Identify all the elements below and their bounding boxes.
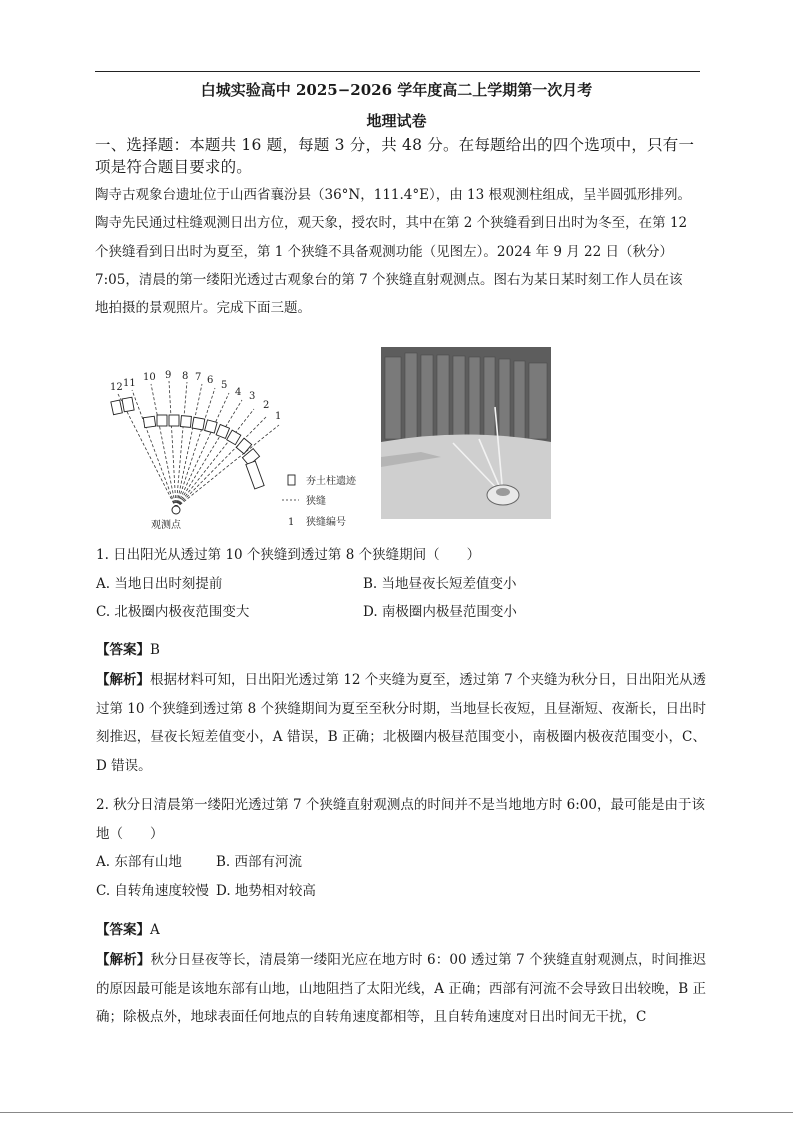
passage-line: 个狭缝看到日出时为夏至，第 1 个狭缝不具备观测功能（见图左）。2024 年 9 月 22 日（秋分） — [95, 243, 674, 260]
slit-number: 8 — [182, 371, 189, 382]
pillar — [227, 430, 241, 445]
option-b[interactable]: B. 西部有河流 — [216, 854, 303, 870]
slit-number: 4 — [235, 387, 242, 398]
section-instructions: 一、选择题：本题共 16 题，每题 3 分，共 48 分。在每题给出的四个选项中，只有一项是符合题目要求的。 — [95, 136, 695, 176]
reading-passage — [95, 181, 705, 322]
slit-number: 6 — [207, 375, 214, 386]
option-c[interactable]: C. 北极圈内极夜范围变大 — [96, 604, 250, 620]
observatory-diagram — [96, 358, 371, 533]
question-stem: 1. 日出阳光从透过第 10 个狭缝到透过第 8 个狭缝期间（ ） — [96, 547, 481, 563]
answer-label: 【答案】 — [96, 642, 150, 658]
pillar — [192, 417, 205, 430]
answer-value: A — [150, 922, 160, 938]
observation-point-label: 观测点 — [151, 520, 181, 531]
option-b[interactable]: B. 当地昼夜长短差值变小 — [363, 575, 517, 592]
slit-number: 7 — [195, 372, 202, 383]
analysis-label: 【解析】 — [96, 672, 151, 688]
answer-1 — [96, 636, 706, 665]
option-a[interactable]: A. 东部有山地 — [96, 854, 182, 870]
slit-line — [132, 390, 176, 508]
exam-title: 白城实验高中 2025−2026 学年度高二上学期第一次月考 — [200, 81, 593, 99]
option-list — [96, 848, 706, 905]
slit-number: 5 — [221, 380, 228, 391]
slit-line — [176, 382, 187, 508]
landscape-photo — [381, 347, 551, 519]
slit-number: 11 — [123, 378, 136, 389]
analysis-text: 根据材料可知，日出阳光透过第 12 个夹缝为夏至，透过第 7 个夹缝为秋分日，日出阳光从透过第 10 个狭缝到透过第 8 个狭缝期间为夏至至秋分时期，当地昼长夜短，且昼渐短、夜渐长，日出时刻推迟，昼夜长短差值变小，A 错误，B 正确；北极圈内极昼范围变小，南极圈内极夜范围变小，C、D 错误。 — [96, 672, 707, 774]
question-stem: 2. 秋分日清晨第一缕阳光透过第 7 个狭缝直射观测点的时间并不是当地地方时 6:00，最可能是由于该地（ ） — [96, 797, 705, 842]
slit-line — [176, 393, 229, 508]
analysis-text: 秋分日昼夜等长，清晨第一缕阳光应在地方时 6：00 透过第 7 个狭缝直射观测点，时间推迟的原因最可能是该地东部有山地，山地阻挡了太阳光线，A 正确；西部有河流不会导致日出较晚，B 正确；除极点外，地球表面任何地点的自转角速度都相等，且自转角速度对日出时间无干扰，C — [96, 952, 707, 1025]
answer-label: 【答案】 — [96, 922, 150, 938]
pillar — [143, 416, 155, 427]
legend-pillar-symbol — [288, 475, 295, 485]
question-1 — [96, 541, 706, 627]
slit-number: 12 — [110, 382, 123, 393]
legend — [282, 474, 357, 528]
answer-2 — [96, 916, 706, 945]
observation-point-marker — [172, 506, 180, 514]
slit-number: 9 — [165, 370, 172, 381]
exam-subtitle: 地理试卷 — [366, 112, 427, 130]
pillar — [246, 461, 264, 489]
top-rule — [95, 71, 700, 72]
passage-line: 陶寺先民通过柱缝观测日出方位，观天象，授农时，其中在第 2 个狭缝看到日出时为冬至，在第 12 — [95, 215, 688, 232]
pillar — [157, 415, 167, 426]
pillar — [216, 424, 229, 438]
photo-placeholder — [381, 347, 551, 519]
slit-number: 1 — [275, 411, 282, 422]
pillar — [180, 416, 191, 428]
passage-line: 地拍摄的景观照片。完成下面三题。 — [95, 300, 311, 317]
pillar — [205, 420, 218, 433]
slit-line — [176, 384, 202, 508]
pillars — [111, 397, 264, 489]
pillar — [122, 397, 134, 412]
legend-number-symbol: 1 — [288, 517, 295, 528]
observatory-diagram-svg — [96, 358, 371, 533]
pillar — [111, 400, 123, 415]
analysis-1 — [96, 666, 706, 780]
slit-line — [176, 388, 215, 508]
option-c[interactable]: C. 自转角速度较慢 — [96, 882, 209, 899]
option-d[interactable]: D. 地势相对较高 — [216, 882, 316, 899]
passage-line: 7:05，清晨的第一缕阳光透过古观象台的第 7 个狭缝直射观测点。图右为某日某时刻工作人员在该 — [95, 271, 683, 288]
option-list — [96, 570, 706, 627]
legend-pillar-label: 夯土柱遗迹 — [306, 476, 356, 487]
analysis-label: 【解析】 — [96, 952, 151, 968]
option-d[interactable]: D. 南极圈内极昼范围变小 — [363, 604, 517, 620]
pillar — [169, 415, 179, 426]
slit-line — [169, 381, 176, 508]
question-2 — [96, 791, 706, 905]
option-a[interactable]: A. 当地日出时刻提前 — [96, 575, 223, 592]
passage-line: 陶寺古观象台遗址位于山西省襄汾县（36°N，111.4°E），由 13 根观测柱组成，呈半圆弧形排列。 — [95, 187, 692, 203]
legend-number-label: 狭缝编号 — [306, 517, 346, 528]
slit-number: 2 — [263, 400, 270, 411]
answer-value: B — [150, 642, 160, 658]
photo-drawing — [381, 347, 551, 519]
bottom-rule — [0, 1112, 793, 1113]
slit-number: 10 — [143, 372, 156, 383]
legend-slit-label: 狭缝 — [306, 496, 326, 507]
analysis-2 — [96, 946, 706, 1032]
slit-number: 3 — [249, 391, 256, 402]
